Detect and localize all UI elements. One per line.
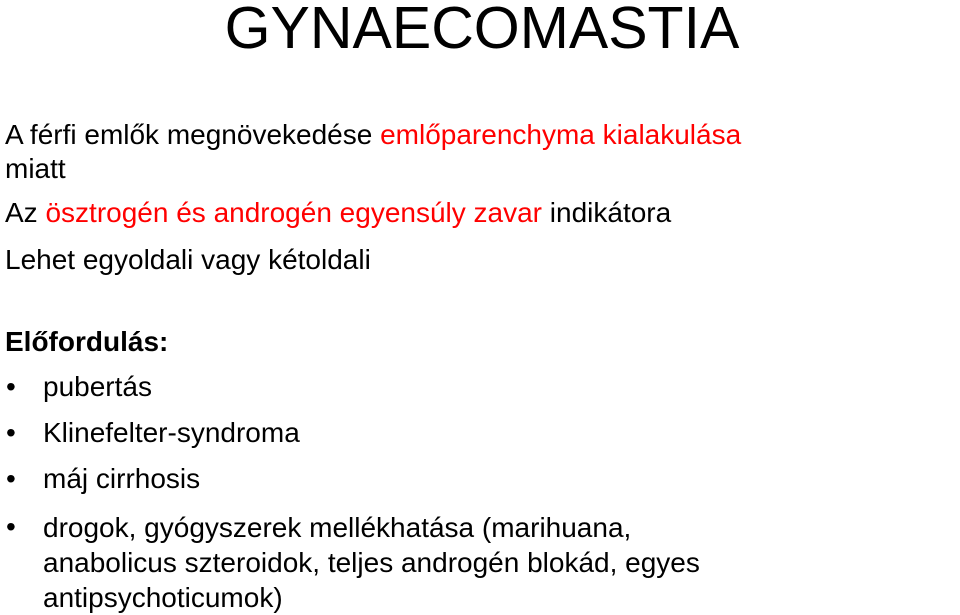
indicator-highlight: ösztrogén és androgén egyensúly zavar: [45, 197, 543, 228]
bullet-icon: •: [6, 371, 16, 402]
bullet-icon: •: [6, 511, 16, 542]
list-item: [0, 370, 700, 404]
bullet-icon: •: [6, 463, 16, 494]
bullet-icon: •: [6, 417, 16, 448]
list-item: [0, 462, 700, 496]
line-indicator: [5, 196, 671, 230]
slide-title: GYNAECOMASTIA: [224, 0, 740, 61]
indicator-text-start: Az: [5, 197, 46, 228]
line-definition-continued: [5, 152, 66, 186]
list-item: [0, 510, 700, 615]
occurrence-list: [0, 370, 700, 615]
occurrence-heading: Előfordulás:: [5, 326, 169, 357]
list-item-text-line: anabolicus szteroidok, teljes androgén blokád, egyes: [43, 547, 700, 578]
definition-text-end: miatt: [5, 153, 66, 184]
list-item-text-line: drogok, gyógyszerek mellékhatása (marihuana,: [43, 512, 632, 543]
list-item-text: Klinefelter-syndroma: [43, 417, 300, 448]
list-item-text: máj cirrhosis: [43, 463, 201, 494]
indicator-text-end: indikátora: [542, 197, 672, 228]
definition-text: A férfi emlők megnövekedése: [5, 119, 381, 150]
list-item: [0, 416, 700, 450]
list-item-text: pubertás: [43, 371, 152, 402]
list-item-text-line: antipsychoticumok): [43, 582, 283, 613]
line-laterality: Lehet egyoldali vagy kétoldali: [5, 244, 371, 275]
line-definition: [5, 118, 741, 152]
definition-highlight: emlőparenchyma kialakulása: [380, 119, 742, 150]
